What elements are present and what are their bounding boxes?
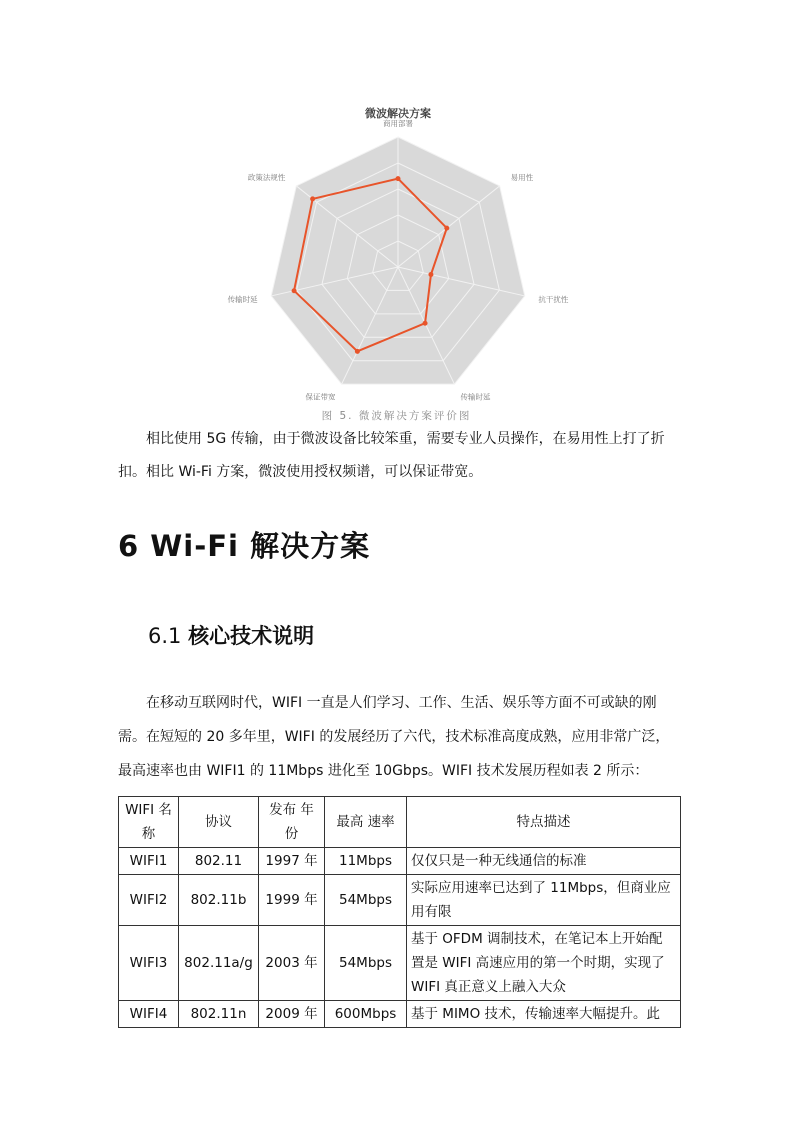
- table-row: [119, 848, 681, 875]
- radar-axis-label: 政策法规性: [247, 173, 286, 183]
- subsection-heading: [148, 620, 314, 650]
- table-header-cell: 发布 年份: [259, 797, 325, 848]
- table-cell: 54Mbps: [325, 926, 407, 1001]
- wifi-history-table: [118, 796, 681, 1028]
- radar-axis-label: 传输时延: [460, 392, 491, 402]
- table-cell: 1997 年: [259, 848, 325, 875]
- chart-title: 微波解决方案: [365, 107, 431, 120]
- table-cell: 基于 MIMO 技术，传输速率大幅提升。此: [407, 1001, 681, 1028]
- table-cell: 11Mbps: [325, 848, 407, 875]
- radar-point: [292, 288, 297, 293]
- table-cell: 实际应用速率已达到了 11Mbps，但商业应用有限: [407, 875, 681, 926]
- table-cell: 基于 OFDM 调制技术，在笔记本上开始配置是 WIFI 高速应用的第一个时期，实现了 WIFI 真正意义上融入大众: [407, 926, 681, 1001]
- radar-point: [428, 272, 433, 277]
- table-cell: 2003 年: [259, 926, 325, 1001]
- table-cell: WIFI4: [119, 1001, 179, 1028]
- paragraph-wifi-history: 在移动互联网时代，WIFI 一直是人们学习、工作、生活、娱乐等方面不可或缺的刚需。在短短的 20 多年里，WIFI 的发展经历了六代，技术标准高度成熟，应用非常广泛，最高速率也由 WIFI1 的 11Mbps 进化至 10Gbps。WIFI 技术发展历程如表 2 所示：: [118, 695, 670, 779]
- radar-point: [444, 226, 449, 231]
- radar-axis-label: 抗干扰性: [538, 295, 569, 305]
- paragraph-microwave-summary: 相比使用 5G 传输，由于微波设备比较笨重，需要专业人员操作，在易用性上打了折扣。相比 Wi-Fi 方案，微波使用授权频谱，可以保证带宽。: [118, 431, 665, 480]
- table-cell: 802.11b: [179, 875, 259, 926]
- radar-point: [396, 176, 401, 181]
- radar-axis-label: 传输时延: [227, 295, 258, 305]
- table-header-cell: 特点描述: [407, 797, 681, 848]
- table-row: [119, 926, 681, 1001]
- table-header-cell: 协议: [179, 797, 259, 848]
- radar-axis-label: 保证带宽: [305, 392, 336, 402]
- table-cell: 802.11a/g: [179, 926, 259, 1001]
- table-cell: 600Mbps: [325, 1001, 407, 1028]
- table-cell: 1999 年: [259, 875, 325, 926]
- table-cell: WIFI3: [119, 926, 179, 1001]
- section-heading: 6 Wi-Fi 解决方案: [118, 529, 371, 563]
- table-header-cell: WIFI 名称: [119, 797, 179, 848]
- table-cell: 802.11: [179, 848, 259, 875]
- table-cell: 仅仅只是一种无线通信的标准: [407, 848, 681, 875]
- radar-axis-label: 易用性: [510, 173, 534, 183]
- table-row: [119, 1001, 681, 1028]
- table-cell: 54Mbps: [325, 875, 407, 926]
- table-header-row: [119, 797, 681, 848]
- table-cell: 2009 年: [259, 1001, 325, 1028]
- radar-point: [310, 196, 315, 201]
- radar-axis-label: 商用部署: [383, 119, 413, 128]
- table-cell: WIFI1: [119, 848, 179, 875]
- subsection-number: 6.1: [148, 624, 182, 648]
- subsection-title: 核心技术说明: [188, 624, 315, 648]
- radar-point: [355, 349, 360, 354]
- table-header-cell: 最高 速率: [325, 797, 407, 848]
- table-cell: WIFI2: [119, 875, 179, 926]
- table-row: [119, 875, 681, 926]
- radar-point: [423, 321, 428, 326]
- table-cell: 802.11n: [179, 1001, 259, 1028]
- figure-caption: 图 5. 微波解决方案评价图: [321, 410, 472, 422]
- radar-grid: [271, 137, 524, 384]
- radar-chart: [210, 100, 590, 410]
